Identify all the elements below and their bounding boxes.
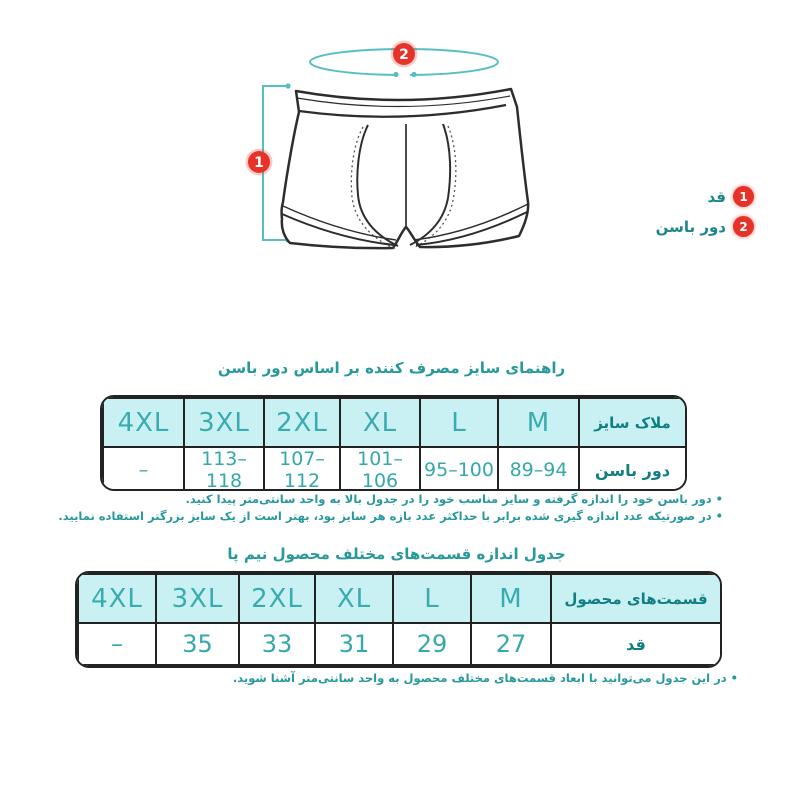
hip-range-xl: 101–106 bbox=[340, 447, 420, 491]
size-guide-title: راهنمای سایز مصرف کننده بر اساس دور باسن bbox=[217, 359, 566, 377]
size-col-m: M bbox=[498, 398, 579, 447]
size-col-4xl: 4XL bbox=[103, 398, 184, 447]
parts-col-m: M bbox=[471, 574, 551, 623]
measurement-legend bbox=[656, 186, 754, 237]
hip-range-m: 89–94 bbox=[498, 447, 579, 491]
length-row-label: قد bbox=[551, 623, 721, 665]
parts-col-2xl: 2XL bbox=[239, 574, 315, 623]
hip-measure-dot-left bbox=[393, 72, 398, 77]
length-row bbox=[78, 623, 721, 665]
size-col-3xl: 3XL bbox=[184, 398, 264, 447]
length-2xl: 33 bbox=[239, 623, 315, 665]
hip-measure-gap bbox=[398, 68, 410, 80]
length-xl: 31 bbox=[315, 623, 393, 665]
length-m: 27 bbox=[471, 623, 551, 665]
measure-2-number: 2 bbox=[399, 47, 409, 63]
parts-header-row bbox=[78, 574, 721, 623]
size-col-xl: XL bbox=[340, 398, 420, 447]
size-criterion-header: ملاک سایز bbox=[579, 398, 686, 447]
parts-table-note: • در این جدول می‌توانید با ابعاد قسمت‌های مختلف محصول به واحد سانتی‌متر آشنا شوید. bbox=[232, 671, 738, 685]
size-col-l: L bbox=[420, 398, 498, 447]
length-l: 29 bbox=[393, 623, 471, 665]
legend-label-height: قد bbox=[707, 187, 726, 206]
hip-measure-dot-right bbox=[411, 72, 416, 77]
parts-table bbox=[75, 571, 722, 668]
parts-col-4xl: 4XL bbox=[78, 574, 156, 623]
parts-header-label: قسمت‌های محصول bbox=[551, 574, 721, 623]
size-guide-header-row bbox=[103, 398, 686, 447]
measure-2-badge bbox=[391, 41, 418, 68]
hip-range-4xl: – bbox=[103, 447, 184, 491]
legend-item-height bbox=[708, 186, 755, 207]
parts-col-l: L bbox=[393, 574, 471, 623]
hip-range-2xl: 107–112 bbox=[264, 447, 340, 491]
parts-col-3xl: 3XL bbox=[156, 574, 239, 623]
hip-range-row bbox=[103, 447, 686, 491]
note-measure-hip: • دور باسن خود را اندازه گرفته و سایز مناسب خود را در جدول بالا به واحد سانتی‌متر پیدا کنید. bbox=[185, 492, 723, 506]
measure-1-number: 1 bbox=[254, 155, 264, 171]
length-3xl: 35 bbox=[156, 623, 239, 665]
size-guide-notes bbox=[58, 491, 723, 524]
boxer-shorts-diagram bbox=[225, 25, 575, 270]
measure-1-badge bbox=[246, 149, 273, 176]
size-col-2xl: 2XL bbox=[264, 398, 340, 447]
note-size-up: • در صورتیکه عدد اندازه گیری شده برابر با حداکثر عدد بازه هر سایز بود، بهتر است از یک سایز بزرگتر استفاده نمایید. bbox=[58, 508, 723, 523]
legend-badge-2: 2 bbox=[733, 216, 754, 237]
length-4xl: – bbox=[78, 623, 156, 665]
parts-table-title: جدول اندازه قسمت‌های مختلف محصول نیم پا bbox=[227, 545, 566, 563]
size-guide-table bbox=[100, 395, 687, 491]
hip-range-3xl: 113–118 bbox=[184, 447, 264, 491]
legend-badge-1: 1 bbox=[733, 186, 754, 207]
height-measure-dot-top bbox=[285, 83, 290, 88]
hip-row-label: دور باسن bbox=[579, 447, 686, 491]
legend-item-hip bbox=[656, 216, 754, 237]
legend-label-hip: دور باسن bbox=[655, 217, 726, 236]
parts-col-xl: XL bbox=[315, 574, 393, 623]
hip-range-l: 95–100 bbox=[420, 447, 498, 491]
